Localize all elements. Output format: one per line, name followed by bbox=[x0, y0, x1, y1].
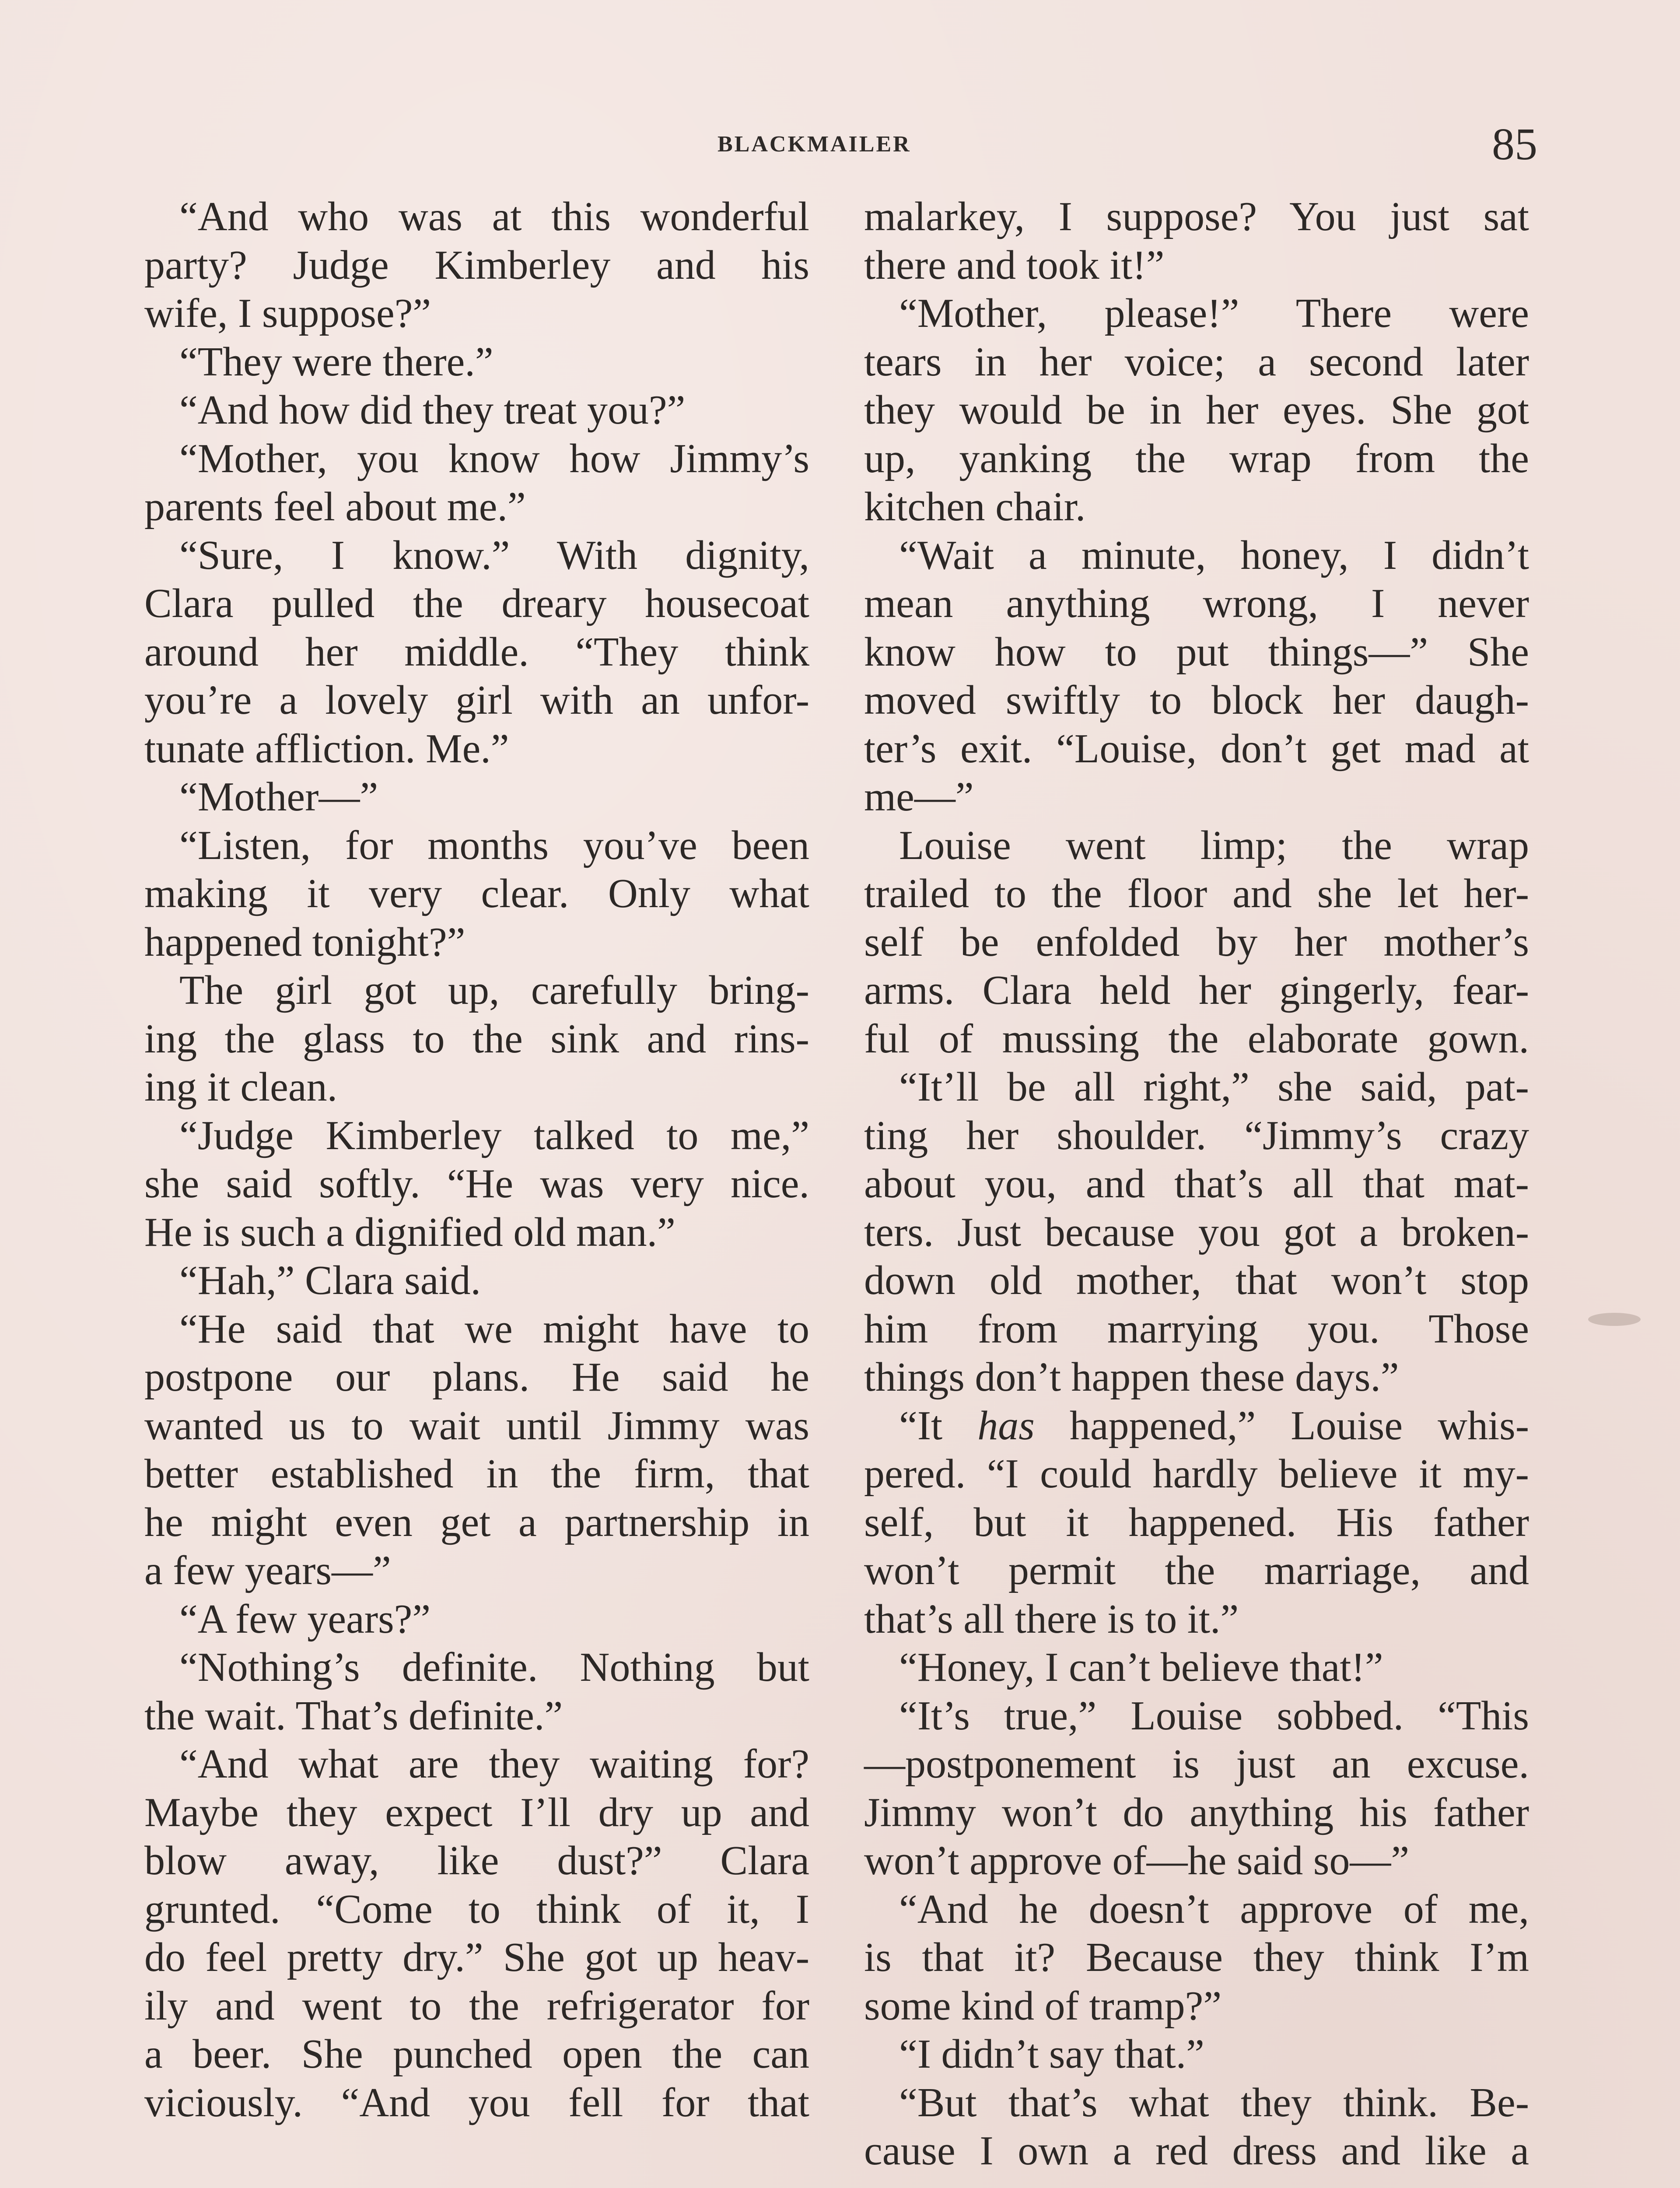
text-line: “Listen, for months you’ve been bbox=[179, 822, 809, 868]
text-line: “They were there.” bbox=[179, 339, 494, 385]
text-line: things don’t happen these days.” bbox=[864, 1354, 1399, 1400]
text-line: there and took it!” bbox=[864, 242, 1165, 288]
text-line: ting her shoulder. “Jimmy’s crazy bbox=[864, 1112, 1529, 1158]
text-line: viciously. “And you fell for that bbox=[144, 2079, 809, 2125]
text-line: is that it? Because they think I’m bbox=[864, 1935, 1529, 1980]
text-line: ing the glass to the sink and rins- bbox=[144, 1016, 809, 1062]
running-head: BLACKMAILER bbox=[718, 132, 911, 157]
text-line: “Mother, you know how Jimmy’s bbox=[179, 435, 809, 481]
text-line: trailed to the floor and she let her- bbox=[864, 871, 1529, 916]
text-line: malarkey, I suppose? You just sat bbox=[864, 194, 1529, 239]
text-line: him from marrying you. Those bbox=[864, 1306, 1529, 1352]
text-line: Maybe they expect I’ll dry up and bbox=[144, 1789, 809, 1835]
text-line: ful of mussing the elaborate gown. bbox=[864, 1016, 1529, 1062]
text-line: “And he doesn’t approve of me, bbox=[899, 1886, 1529, 1932]
text-line: “Wait a minute, honey, I didn’t bbox=[899, 532, 1529, 578]
text-line: me—” bbox=[864, 774, 974, 820]
text-line: do feel pretty dry.” She got up heav- bbox=[144, 1935, 809, 1980]
text-line: he might even get a partnership in bbox=[144, 1499, 809, 1545]
text-line: Clara pulled the dreary housecoat bbox=[144, 581, 809, 626]
text-column-right bbox=[864, 193, 1529, 2175]
text-line: you’re a lovely girl with an unfor- bbox=[144, 677, 809, 723]
text-line: “Mother, please!” There were bbox=[899, 291, 1529, 336]
text-line: “Nothing’s definite. Nothing but bbox=[179, 1645, 809, 1690]
text-line: the wait. That’s definite.” bbox=[144, 1693, 563, 1739]
text-line: mean anything wrong, I never bbox=[864, 581, 1529, 626]
text-line: ter’s exit. “Louise, don’t get mad at bbox=[864, 726, 1529, 771]
text-line: kitchen chair. bbox=[864, 484, 1086, 529]
emphasis: has bbox=[977, 1403, 1035, 1448]
text-line: she said softly. “He was very nice. bbox=[144, 1161, 809, 1206]
text-line: “Mother—” bbox=[179, 774, 378, 820]
text-line: some kind of tramp?” bbox=[864, 1983, 1222, 2029]
text-line: grunted. “Come to think of it, I bbox=[144, 1886, 809, 1932]
text-line: pered. “I could hardly believe it my- bbox=[864, 1451, 1529, 1497]
text-line: “Honey, I can’t believe that!” bbox=[899, 1645, 1383, 1690]
text-line: happened tonight?” bbox=[144, 919, 466, 965]
text-line: ily and went to the refrigerator for bbox=[144, 1983, 809, 2029]
text-line: won’t approve of—he said so—” bbox=[864, 1838, 1410, 1883]
text-line: cause I own a red dress and like a bbox=[864, 2128, 1529, 2174]
text-line: about you, and that’s all that mat- bbox=[864, 1161, 1529, 1206]
text-line: “Judge Kimberley talked to me,” bbox=[179, 1112, 809, 1158]
text-line: won’t permit the marriage, and bbox=[864, 1548, 1529, 1593]
text-line: The girl got up, carefully bring- bbox=[179, 968, 809, 1013]
text-line: postpone our plans. He said he bbox=[144, 1354, 809, 1400]
text-line: “And who was at this wonderful bbox=[179, 194, 809, 239]
text-line: “He said that we might have to bbox=[179, 1306, 809, 1352]
text-line: “And how did they treat you?” bbox=[179, 387, 686, 433]
text-column-left bbox=[144, 193, 809, 2127]
text-line: around her middle. “They think bbox=[144, 629, 809, 675]
text-line: blow away, like dust?” Clara bbox=[144, 1838, 809, 1883]
text-line: parents feel about me.” bbox=[144, 484, 526, 529]
text-line: that’s all there is to it.” bbox=[864, 1596, 1239, 1642]
text-line: self be enfolded by her mother’s bbox=[864, 919, 1529, 965]
text-line: up, yanking the wrap from the bbox=[864, 435, 1529, 481]
text-line: party? Judge Kimberley and his bbox=[144, 242, 809, 288]
text-line: “It has happened,” Louise whis- bbox=[899, 1403, 1530, 1448]
text-line: tears in her voice; a second later bbox=[864, 339, 1529, 385]
page-smudge bbox=[1588, 1313, 1641, 1326]
text-line: “A few years?” bbox=[179, 1596, 431, 1642]
text-line: “And what are they waiting for? bbox=[179, 1741, 809, 1787]
text-line: better established in the firm, that bbox=[144, 1451, 809, 1497]
text-line: ters. Just because you got a broken- bbox=[864, 1209, 1529, 1255]
text-line: wanted us to wait until Jimmy was bbox=[144, 1403, 809, 1448]
text-line: He is such a dignified old man.” bbox=[144, 1209, 676, 1255]
text-line: “It’ll be all right,” she said, pat- bbox=[899, 1064, 1529, 1110]
text-line: “I didn’t say that.” bbox=[899, 2031, 1204, 2077]
text-line: making it very clear. Only what bbox=[144, 871, 809, 916]
text-line: tunate affliction. Me.” bbox=[144, 726, 509, 771]
text-line: “Sure, I know.” With dignity, bbox=[179, 532, 809, 578]
text-line: know how to put things—” She bbox=[864, 629, 1529, 675]
text-line: arms. Clara held her gingerly, fear- bbox=[864, 968, 1529, 1013]
text-line: they would be in her eyes. She got bbox=[864, 387, 1529, 433]
text-line: a beer. She punched open the can bbox=[144, 2031, 809, 2077]
text-line: ing it clean. bbox=[144, 1064, 338, 1110]
text-line: Louise went limp; the wrap bbox=[899, 822, 1529, 868]
text-line: “It’s true,” Louise sobbed. “This bbox=[899, 1693, 1529, 1739]
text-line: —postponement is just an excuse. bbox=[864, 1741, 1529, 1787]
text-line: self, but it happened. His father bbox=[864, 1499, 1529, 1545]
text-line: a few years—” bbox=[144, 1548, 391, 1593]
text-line: “Hah,” Clara said. bbox=[179, 1258, 481, 1303]
text-line: down old mother, that won’t stop bbox=[864, 1258, 1529, 1303]
text-line: Jimmy won’t do anything his father bbox=[864, 1789, 1529, 1835]
page-number: 85 bbox=[1492, 119, 1537, 169]
text-line: wife, I suppose?” bbox=[144, 291, 431, 336]
text-line: “But that’s what they think. Be- bbox=[899, 2079, 1529, 2125]
text-line: moved swiftly to block her daugh- bbox=[864, 677, 1529, 723]
